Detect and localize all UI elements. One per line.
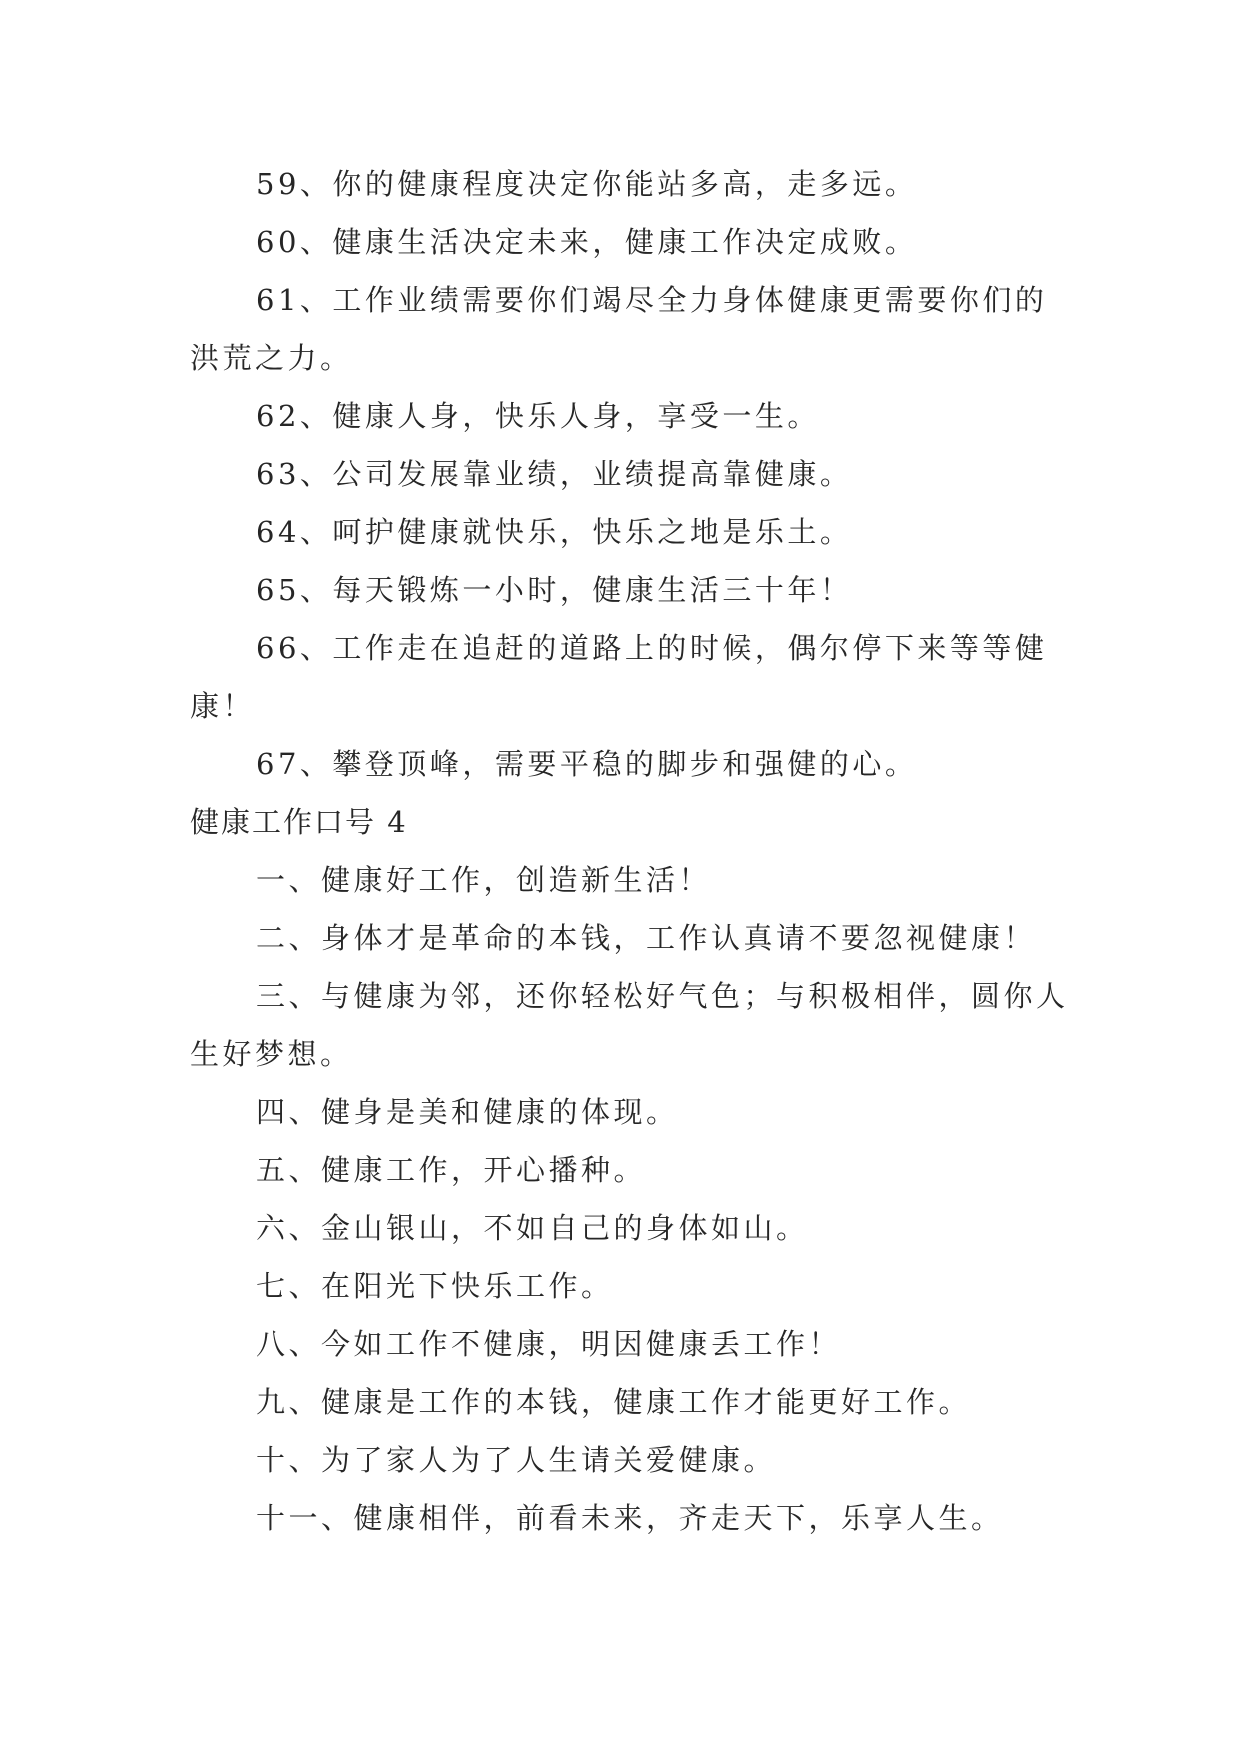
slogan-66: 66、工作走在追赶的道路上的时候，偶尔停下来等等健康！ <box>190 631 1048 723</box>
slogan-item-3: 三、与健康为邻，还你轻松好气色；与积极相伴，圆你人生好梦想。 <box>190 979 1069 1071</box>
slogan-60: 60、健康生活决定未来，健康工作决定成败。 <box>256 225 918 259</box>
slogan-item-6: 六、金山银山，不如自己的身体如山。 <box>256 1211 809 1245</box>
slogan-65: 65、每天锻炼一小时，健康生活三十年！ <box>256 573 853 607</box>
document-body <box>190 155 1070 1547</box>
slogan-59: 59、你的健康程度决定你能站多高，走多远。 <box>256 167 918 201</box>
slogan-item-2: 二、身体才是革命的本钱，工作认真请不要忽视健康！ <box>256 921 1037 955</box>
slogan-item-8: 八、今如工作不健康，明因健康丢工作！ <box>256 1327 842 1361</box>
slogan-64: 64、呵护健康就快乐，快乐之地是乐土。 <box>256 515 853 549</box>
slogan-item-11: 十一、健康相伴，前看未来，齐走天下，乐享人生。 <box>256 1501 1004 1535</box>
slogan-item-9: 九、健康是工作的本钱，健康工作才能更好工作。 <box>256 1385 972 1419</box>
section-heading: 健康工作口号 4 <box>190 805 408 839</box>
slogan-62: 62、健康人身，快乐人身，享受一生。 <box>256 399 820 433</box>
slogan-item-1: 一、健康好工作，创造新生活！ <box>256 863 712 897</box>
slogan-item-7: 七、在阳光下快乐工作。 <box>256 1269 614 1303</box>
slogan-67: 67、攀登顶峰，需要平稳的脚步和强健的心。 <box>256 747 918 781</box>
slogan-item-4: 四、健身是美和健康的体现。 <box>256 1095 679 1129</box>
slogan-item-10: 十、为了家人为了人生请关爱健康。 <box>256 1443 777 1477</box>
slogan-63: 63、公司发展靠业绩，业绩提高靠健康。 <box>256 457 853 491</box>
slogan-item-5: 五、健康工作，开心播种。 <box>256 1153 647 1187</box>
slogan-61: 61、工作业绩需要你们竭尽全力身体健康更需要你们的洪荒之力。 <box>190 283 1048 375</box>
